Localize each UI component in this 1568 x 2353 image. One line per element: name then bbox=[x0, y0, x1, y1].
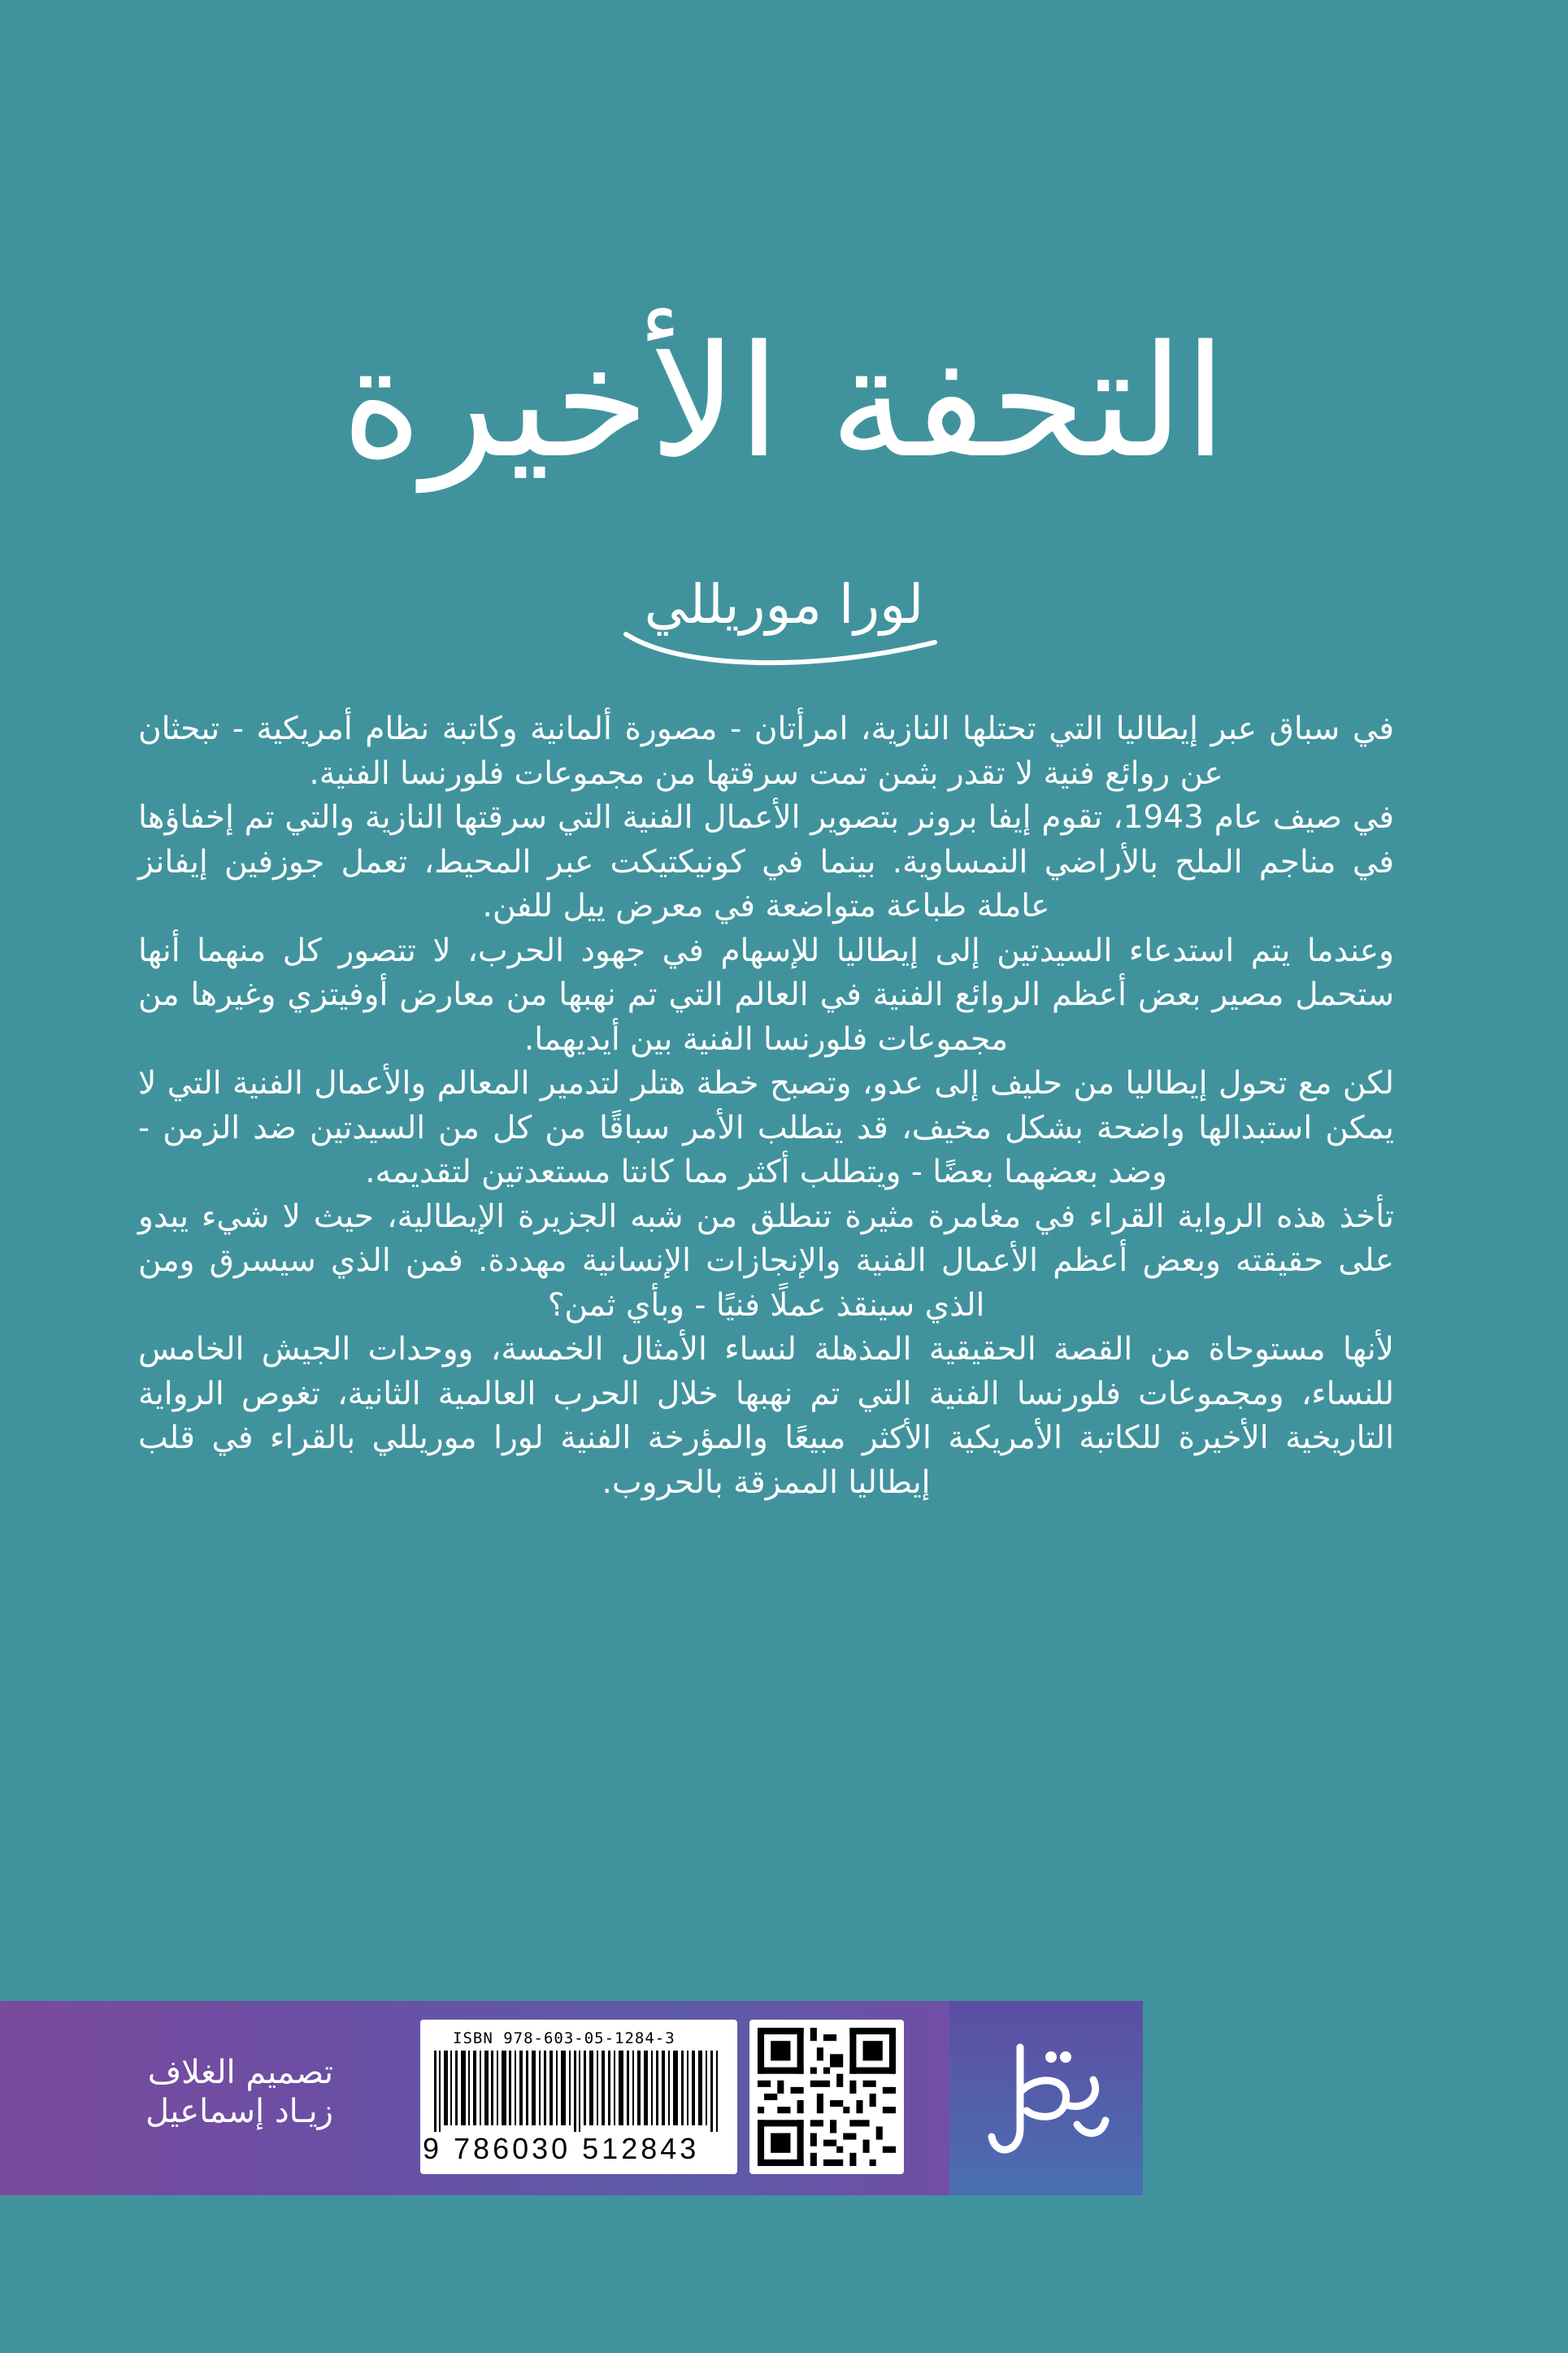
barcode-digits: 9 786030 512843 bbox=[423, 2132, 700, 2165]
designer-name: زيـاد إسماعيل bbox=[145, 2093, 333, 2130]
publisher-logo-icon bbox=[963, 2015, 1130, 2181]
designer-label: تصميم الغلاف bbox=[147, 2054, 333, 2091]
qr-code-icon[interactable] bbox=[758, 2028, 896, 2166]
author-swash-icon bbox=[618, 626, 943, 667]
blurb-paragraph: لكن مع تحول إيطاليا من حليف إلى عدو، وتصبح خطة هتلر لتدمير المعالم والأعمال الفنية التي لا يمكن استبدالها واضحة بشكل مخيف، قد يتطلب الأمر سباقًا من كل من السيدتين ضد الزمن - وضد بعضهما بعضًا - ويتطلب أكثر مما كانتا مستعدتين لتقديمه. bbox=[138, 1065, 1394, 1190]
cover-designer bbox=[89, 2053, 333, 2131]
blurb bbox=[138, 707, 1394, 1505]
blurb-paragraph: في صيف عام 1943، تقوم إيفا برونر بتصوير الأعمال الفنية التي سرقتها النازية والتي تم إخفاؤها في مناجم الملح بالأراضي النمساوية. بينما في كونيكتيكت عبر المحيط، تعمل جوزفين إيفانز عاملة طباعة متواضعة في معرض ييل للفن. bbox=[138, 799, 1395, 924]
blurb-paragraph: تأخذ هذه الرواية القراء في مغامرة مثيرة تنطلق من شبه الجزيرة الإيطالية، حيث لا شيء يبدو على حقيقته وبعض أعظم الأعمال الفنية والإنجازات الإنسانية مهددة. فمن الذي سيسرق ومن الذي سينقذ عملًا فنيًا - وبأي ثمن؟ bbox=[138, 1198, 1394, 1324]
blurb-paragraph: لأنها مستوحاة من القصة الحقيقية المذهلة لنساء الأمثال الخمسة، ووحدات الجيش الخامس للنساء، ومجموعات فلورنسا الفنية التي تم نهبها خلال الحرب العالمية الثانية، تغوص الرواية التاريخية الأخيرة للكاتبة الأمريكية الأكثر مبيعًا والمؤرخة الفنية لورا موريللي بالقراء في قلب إيطاليا الممزقة بالحروب. bbox=[138, 1331, 1394, 1501]
blurb-paragraph: وعندما يتم استدعاء السيدتين إلى إيطاليا للإسهام في جهود الحرب، لا تتصور كل منهما أنها ستحمل مصير بعض أعظم الروائع الفنية في العالم التي تم نهبها من معارض أوفيتزي وغيرها من مجموعات فلورنسا الفنية بين أيديهما. bbox=[138, 932, 1394, 1058]
blurb-paragraph: في سباق عبر إيطاليا التي تحتلها النازية، امرأتان - مصورة ألمانية وكاتبة نظام أمريكية - تبحثان عن روائع فنية لا تقدر بثمن تمت سرقتها من مجموعات فلورنسا الفنية. bbox=[138, 711, 1394, 792]
book-title: التحفة الأخيرة bbox=[341, 312, 1227, 492]
author-name: لورا موريللي bbox=[644, 573, 924, 636]
isbn-label: ISBN 978-603-05-1284-3 bbox=[453, 2029, 675, 2047]
barcode-icon bbox=[431, 2051, 727, 2132]
